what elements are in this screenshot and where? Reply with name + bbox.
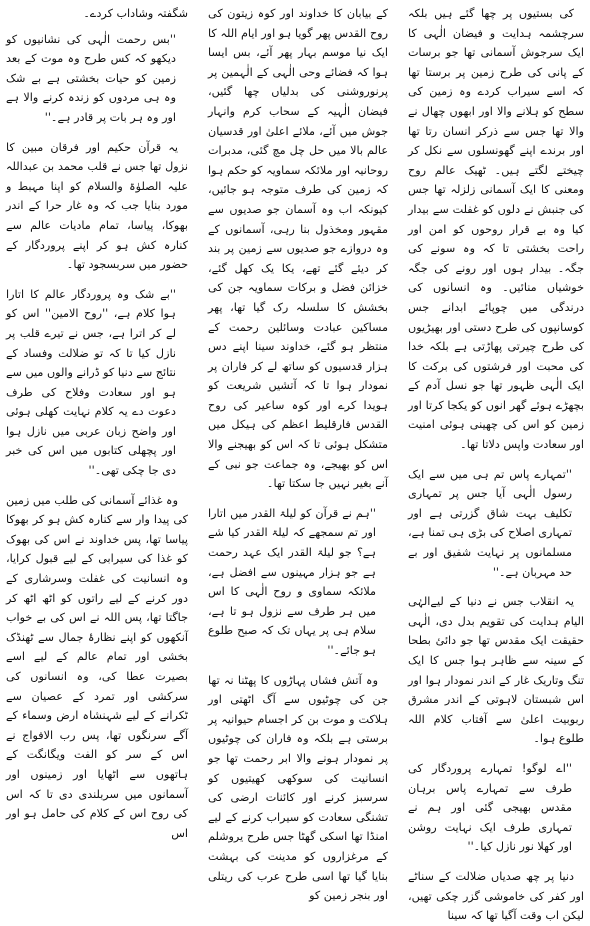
quoted-verse: ''بے شک وہ پروردگار عالم کا اتارا ہوا کلام ہے، ''روح الامین'' اس کو لے کر اترا ہے، جس نے تیرے قلب پر نازل کیا تا کہ تو ضلالت وفساد کے نتائج سے دنیا کو ڈرانے والوں میں سے ہو اور سعادت وفلاح کی طرف دعوت دے یہ کلام نہایت کھلی ہوئی اور واضح زبان عربی میں نازل ہوا اور پچھلی کتابوں میں اس کی خبر دی جا چکی تھی۔'' [6,287,176,478]
paragraph: کی بستیوں پر چھا گئے ہیں بلکہ سرچشمہ ہدایت و فیضان الٰہی کا ایک سرجوش آسمانی تھا جو برسات کے پانی کی طرح زمین پر برستا تھا کہ اسے سیراب کردے وہ زمین کی سطح کو ہلانے والا اور ابھوں چھال نے والا تھا جس سے ذرکر انسان رتا تھا اور برندے اپنے گھونسلوں سے نکل کر چیختے لگتے ہیں۔ ٹھیک عالم روح ومعنی کا ایک آسمانی زلزلہ تھا جس کی جنبش نے دلوں کو غفلت سے بیدار کیا وہ بے قرار روحوں کو امن اور راحت بخشتی تا کہ وہ سونے کی جگہ۔ بیدار ہوں اور رونے کی جگہ خوشیاں منائیں۔ وہ انسانوں کی درندگی میں چوپائے ابدانے جس کوسانپوں کی طرح دستی اور بھیڑیوں کی طرح چیرتی پھاڑتی ہے بلکہ خدا کی محبت اور فرشتوں کی برکت کا ایک الٰہی ظہور تھا جو نسل آدم کے بچھڑے ہوئے گھر انوں کو یکجا کرتا اور زمین کو اس کی چھینی ہوئی امنیت اور سعادت واپس دلاتا تھا۔ [408,7,584,452]
paragraph: یہ انقلاب جس نے دنیا کے لیےالہٰی الیام ہدایت کی تقویم بدل دی، الٰہی حقیقت ایک مقدس تھا جو دائیٔ بطحا کے سینہ سے ظاہر ہوا جس کا ایک تنگ وتاریک غار کے اندر نمودار ہوا اور اس شبستان لاہوتی کے اندر مشرق ربوبیت اعلیٰ سے آفتاب کلام اللہ طلوع ہوا۔ [408,595,584,746]
text-column-left [0,0,196,840]
paragraph: شگفتہ وشاداب کردے۔ [83,7,188,20]
text-column-middle [200,0,396,903]
paragraph: وہ آتش فشاں پہاڑوں کا پھٹنا نہ تھا جن کی چوٹیوں سے آگ اٹھتی اور ہلاکت و موت بن کر اجسام حیوانیہ پر برستی ہے بلکہ وہ فاران کی چوٹیوں پر نمودار ہونے والا ابر رحمت تھا جو انسانیت کی سوکھی کھیتیوں کو سرسبز کرنے اور کائنات ارضی کی تشنگی سعادت کو سیراب کرنے کے لیے امنڈا تھا اسکی گھٹا جس طرح یروشلم کے مرغزاروں کو مدینت کی بہشت بنایا گیا تھا اسی طرح عرب کی ریتلی اور بنجر زمین کو [208,673,388,903]
quoted-verse: ''اے لوگو! تمہارے پروردگار کی طرف سے تمہارے پاس برہان مقدس بھیجی گئی اور ہم نے تمہاری طرف ایک نہایت روشن اور کھلا نور نازل کیا۔'' [408,761,572,854]
paragraph: یہ قرآن حکیم اور فرقان مبین کا نزول تھا جس نے قلب محمد بن عبداللہ علیہ الصلوٰۃ والسلام کو اپنا مہبط و مورد بنایا جب کہ وہ غار حرا کے اندر بھوکا، پیاسا، تمام مادیات عالم سے کنارہ کش ہو کر اپنے پروردگار کے حضور میں سربسجود تھا۔ [6,140,188,272]
paragraph: وہ غذائے آسمانی کی طلب میں زمین کی پیدا وار سے کنارہ کش ہو کر بھوکا پیاسا تھا، پس خداوند نے اس کی بھوک کو غذا کی سیرابی کے لیے قبول کرایا، وہ انسانیت کی غفلت وسرشاری کے دور کرنے کے لیے راتوں کو اٹھ اٹھ کر جاگتا تھا، پس اللہ نے اس کی بے خواب آنکھوں کو اپنے نظارۂ جمال سے ٹھنڈک بخشی اور تمام عالم کے لیے اسے بصیرت عطا کی، وہ انسانوں کی سرکشی اور تمرد کے عصیان سے ٹکرانے کے لیے شہنشاہ ارض وسماء کے آگے سرنگوں تھا، پس رب الافواج نے اس کے سر کو الفت ویگانگت کے ہاتھوں سے اٹھایا اور زمینوں اور آسمانوں میں سربلندی دی تا کہ اس کی روح اس کے کلام کی حامل ہو اور اس [5,493,188,840]
quoted-verse: ''بس رحمت الٰہی کی نشانیوں کو دیکھو کہ کس طرح وہ موت کے بعد زمین کو حیات بخشتی ہے بے شک وہ ہی مردوں کو زندہ کرنے والا ہے اور وہ ہر بات پر قادر ہے۔'' [6,32,176,124]
quoted-verse: ''تمہارے پاس تم ہی میں سے ایک رسول الٰہی آیا جس پر تمہاری تکلیف بہت شاق گزرتی ہے اور تمہاری اصلاح کی بڑی ہی تمنا ہے، مسلمانوں پر نہایت شفیق اور بے حد مہربان ہے۔'' [408,467,572,579]
quoted-verse: ''ہم نے قرآن کو لیلۃ القدر میں اتارا اور تم سمجھے کہ لیلۃ القدر کیا شے ہے؟ جو لیلۃ القدر ایک عہد رحمت ہے جو ہزار مہینوں سے افضل ہے، ملائکہ سماوی و روح الٰہی کا اس میں ہر طرف سے نزول ہو تا ہے، سلام ہی پر یہاں تک کہ صبح طلوع ہو جائے۔'' [208,506,376,657]
paragraph: کے بیابان کا خداوند اور کوہ زیتون کی روح القدس پھر گویا ہو اور ایام اللہ کا ایک نیا موسم بہار پھر آئے، بس ایسا ہوا کہ فضائے وحی الٰہی کے الٰہمین پر پرنوروشنی کی بدلیاں چھا گئیں، فیضان الٰہیہ کے سحاب کرم وانہار جوش میں آئے، ملائے اعلیٰ اور قدسیان عالم بالا میں حل چل مچ گئی، مدبرات روحانیہ اور ملائکہ سماویہ کو حکم ہوا کہ زمین کی طرف متوجہ ہو جائیں، کیونکہ اب وہ آسمان جو صدیوں سے مقہور ومخذول بنا رہی، آسمانوں کے وہ دروازے جو صدیوں سے زمین پر بند کر دیئے گئے تھے، یکا یک کھل گئے، خزائن فضل و برکات سماویہ جن کی بخشش کا سلسلہ رک گیا تھا، پھر مساکین عبادت وسائلین رحمت کے منتظر ہو گئے، خداوند سینا اپنے دس ہزار قدسیوں کو ساتھ لے کر فاران پر نمودار ہوا تا کہ آتشیں شریعت کو ہویدا کرے اور کوہ ساعیر کی روح القدس فارقلیط اعظم کی ہیکل میں متشکل ہوئی تا کہ اس کو بھیجنے والا اس کو بھیجے، وہ جماعت جو نبی کے آنے بغیر نہیں جا سکتا تھا۔ [208,7,388,491]
paragraph: دنیا پر چھ صدیاں ضلالت کے سناٹے اور کفر کی خاموشی گزر چکی تھیں، لیکن اب وقت آگیا تھا کہ سینا [408,869,584,923]
text-column-right [400,0,590,923]
